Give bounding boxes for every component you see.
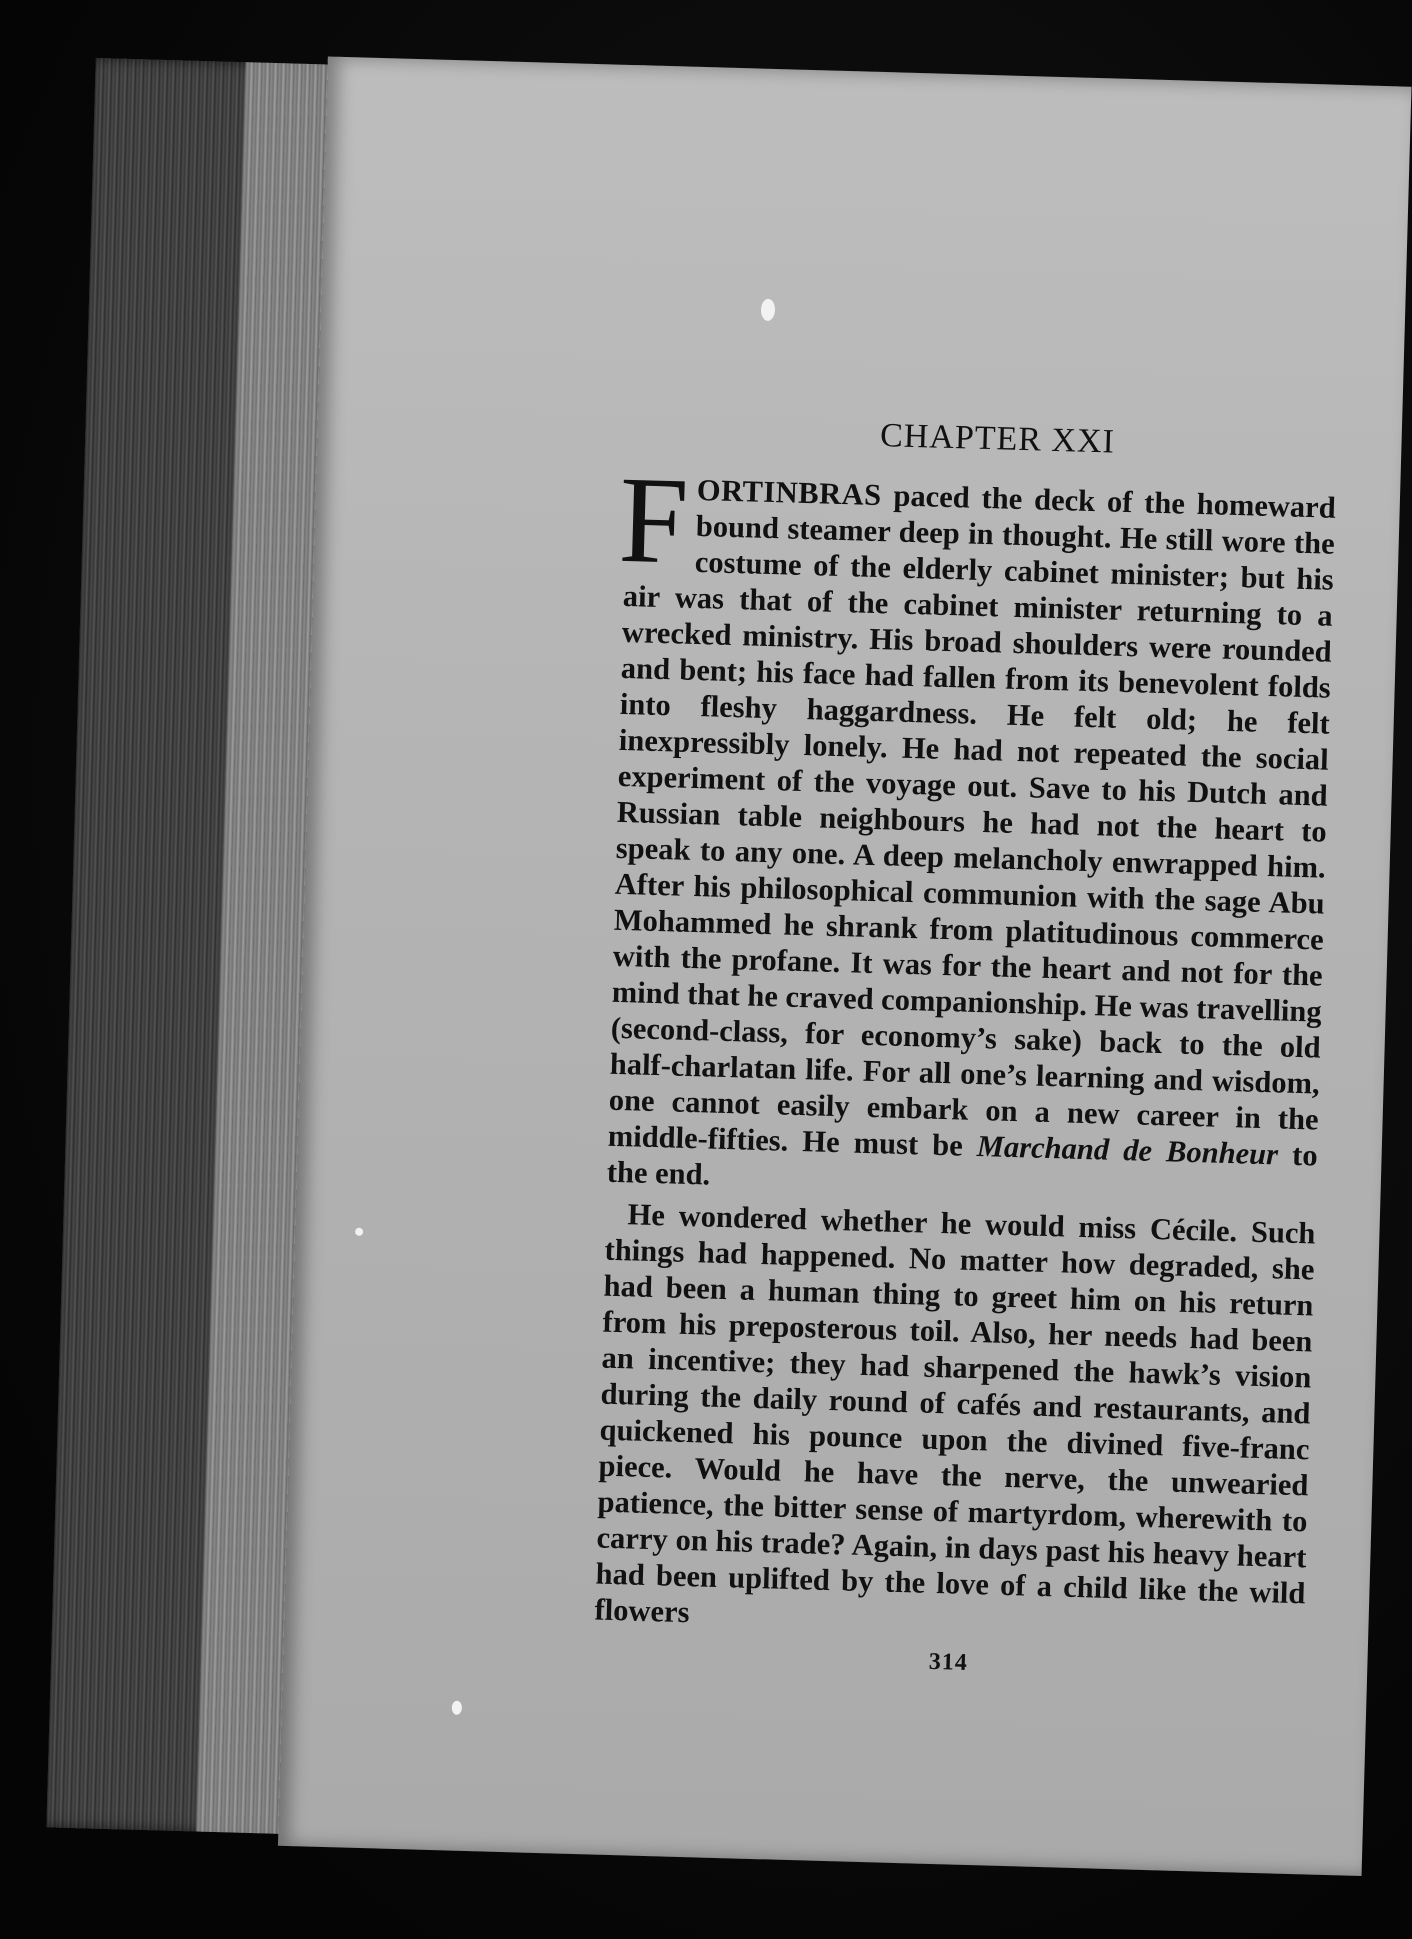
- paragraph-2: He wondered whether he would miss Cécile. Such things had happened. No matter how degraded, she had been a human thing to greet him on his return from his preposterous toil. Also, her needs had been an incentive; they had sharpened the hawk’s vision during the daily round of cafés and restaurants, and quickened his pounce upon the divined five-franc piece. Would he have the nerve, the unwearied patience, the bitter sense of martyrdom, wherewith to carry on his trade? Again, in days past his heavy heart had been uplifted by the love of a child like the wild flowers: [594, 1197, 1316, 1630]
- lead-caps: ORTINBRAS: [696, 472, 883, 513]
- drop-cap: F: [617, 450, 690, 590]
- paper-speck: [355, 1228, 363, 1236]
- paper-speck: [761, 299, 776, 321]
- page-number: 314: [928, 1648, 969, 1676]
- italic-phrase: Marchand de Bonheur: [976, 1129, 1279, 1172]
- book: [46, 50, 1411, 1876]
- paragraph-1-tail: to the end.: [606, 1137, 1319, 1192]
- paragraph-1-text: paced the deck of the homeward bound steamer deep in thought. He still wore the costume of the elderly cabinet minister; but his air was that of the cabinet minister returning to a wrecked ministry. His broad shoulders were rounded and bent; his face had fallen from its benevolent folds into fleshy haggardness. He felt old; he felt inexpressibly lonely. He had not repeated the social experiment of the voyage out. Save to his Dutch and Russian table neighbours he had not the heart to speak to any one. A deep melancholy enwrapped him. After his philosophical communion with the sage Abu Mohammed he shrank from platitudinous commerce with the profane. It was for the heart and not for the mind that he craved companionship. He was travelling (second-class, for economy’s sake) back to the old half-charlatan life. For all one’s learning and wisdom, one cannot easily embark on a new career in the middle-fifties. He must be: [607, 478, 1337, 1164]
- paper-speck: [452, 1701, 462, 1715]
- page-text-block: [593, 410, 1338, 1686]
- chapter-title: CHAPTER XXI: [879, 417, 1116, 461]
- book-page: [278, 56, 1412, 1876]
- paragraph-1: [606, 450, 1337, 1210]
